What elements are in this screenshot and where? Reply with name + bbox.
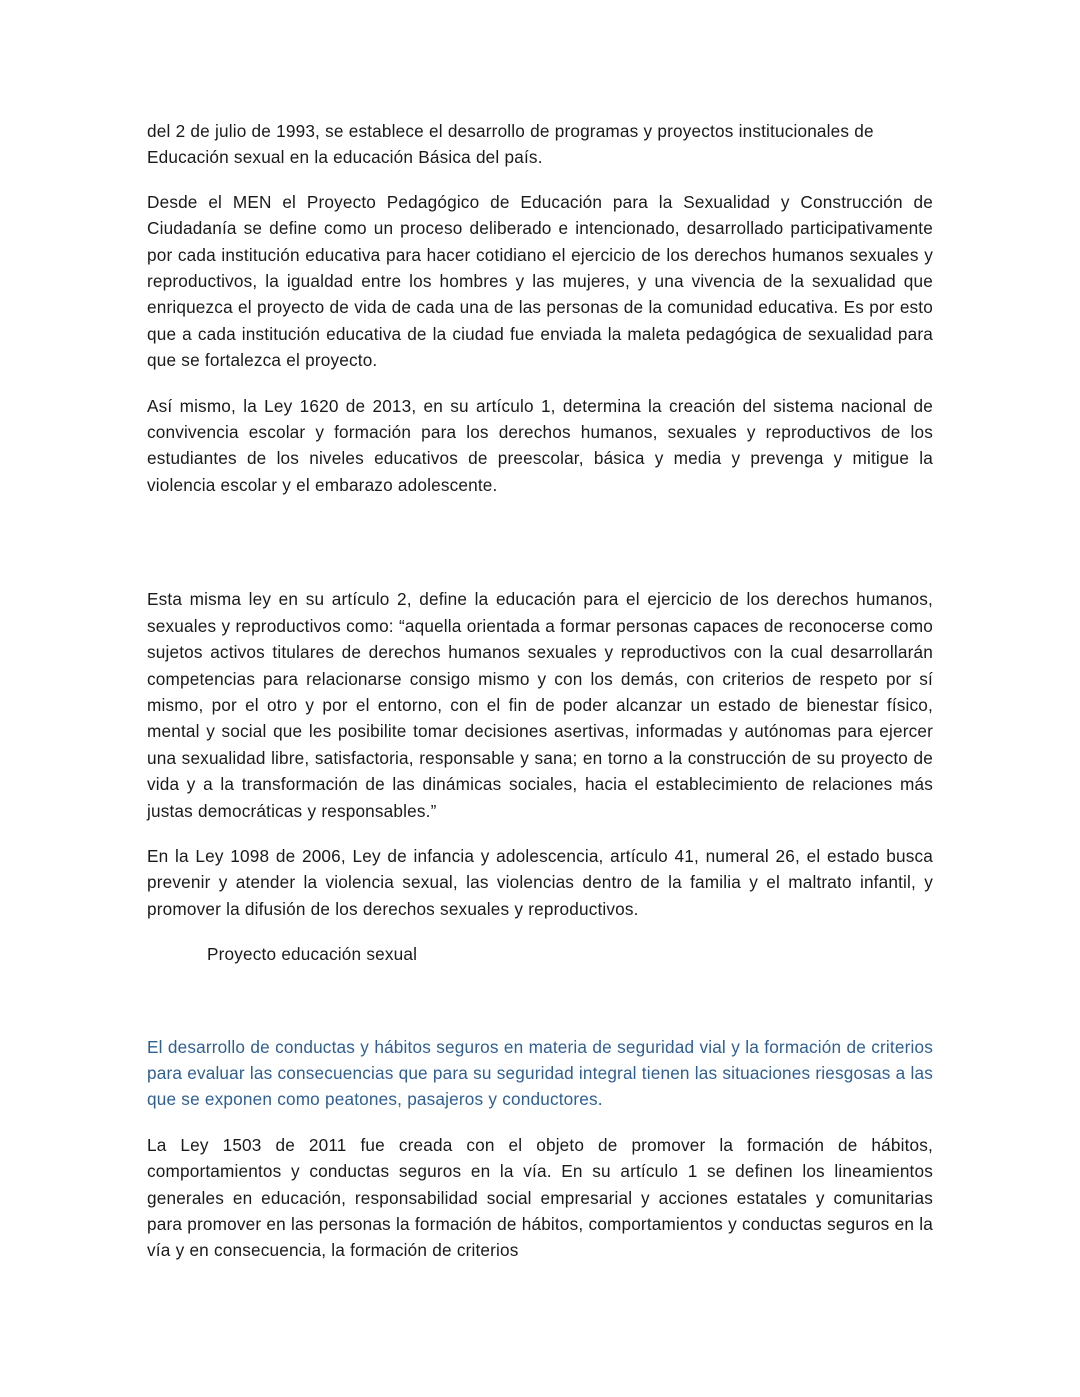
paragraph-ley-articulo-2-definition: Esta misma ley en su artículo 2, define la educación para el ejercicio de los derechos humanos, sexuales y reproductivos como: “aquella orientada a formar personas capaces de reconocerse como sujetos activos titulares de derechos humanos sexuales y reproductivos con la cual desarrollarán competencias para relacionarse consigo mismo y con los demás, con criterios de respeto por sí mismo, por el otro y por el entorno, con el fin de poder alcanzar un estado de bienestar físico, mental y social que les posibilite tomar decisiones asertivas, informadas y autónomas para ejercer una sexualidad libre, satisfactoria, responsable y sana; en torno a la construcción de su proyecto de vida y a la transformación de las dinámicas sociales, hacia el establecimiento de relaciones más justas democráticas y responsables.” xyxy=(147,589,933,821)
paragraph-highlighted-seguridad-vial: El desarrollo de conductas y hábitos seguros en materia de seguridad vial y la formación de criterios para evaluar las consecuencias que para su seguridad integral tienen las situaciones riesgosas a las que se exponen como peatones, pasajeros y conductores. xyxy=(147,1036,933,1110)
paragraph-ley-1503-2011: La Ley 1503 de 2011 fue creada con el objeto de promover la formación de hábitos, comportamientos y conductas seguros en la vía. En su artículo 1 se definen los lineamientos generales en educación, responsabilidad social empresarial y acciones estatales y comunitarias para promover en las personas la formación de hábitos, comportamientos y conductas seguros en la vía y en consecuencia, la formación de criterios xyxy=(147,1134,933,1261)
paragraph-spacer xyxy=(147,922,933,941)
paragraph-spacer xyxy=(147,824,933,843)
paragraph-spacer xyxy=(147,374,933,393)
paragraph-men-pedagogical-project: Desde el MEN el Proyecto Pedagógico de Educación para la Sexualidad y Construcción de Ciudadanía se define como un proceso deliberado e intencionado, desarrollado participativamente por cada institución educativa para hacer cotidiano el ejercicio de los derechos humanos sexuales y reproductivos, la igualdad entre los hombres y las mujeres, y una vivencia de la sexualidad que enriquezca el proyecto de vida de cada una de las personas de la comunidad educativa. Es por esto que a cada institución educativa de la ciudad fue enviada la maleta pedagógica de sexualidad para que se fortalezca el proyecto. xyxy=(147,191,933,371)
paragraph-ley-1620-2013: Así mismo, la Ley 1620 de 2013, en su artículo 1, determina la creación del sistema nacional de convivencia escolar y formación para los derechos humanos, sexuales y reproductivos de los estudiantes de los niveles educativos de preescolar, básica y media y prevenga y mitigue la violencia escolar y el embarazo adolescente. xyxy=(147,395,933,495)
heading-proyecto-educacion-sexual: Proyecto educación sexual xyxy=(207,944,418,965)
document-text-body xyxy=(147,118,933,1264)
paragraph-ley-1098-2006: En la Ley 1098 de 2006, Ley de infancia y adolescencia, artículo 41, numeral 26, el estado busca prevenir y atender la violencia sexual, las violencias dentro de la familia y el maltrato infantil, y promover la difusión de los derechos sexuales y reproductivos. xyxy=(147,845,933,919)
section-spacer xyxy=(147,968,933,1034)
paragraph-continuation-decree: del 2 de julio de 1993, se establece el desarrollo de programas y proyectos institucionales de Educación sexual en la educación Básica del país. xyxy=(147,121,874,168)
section-spacer xyxy=(147,498,933,586)
paragraph-spacer xyxy=(147,171,933,189)
paragraph-spacer xyxy=(147,1113,933,1132)
